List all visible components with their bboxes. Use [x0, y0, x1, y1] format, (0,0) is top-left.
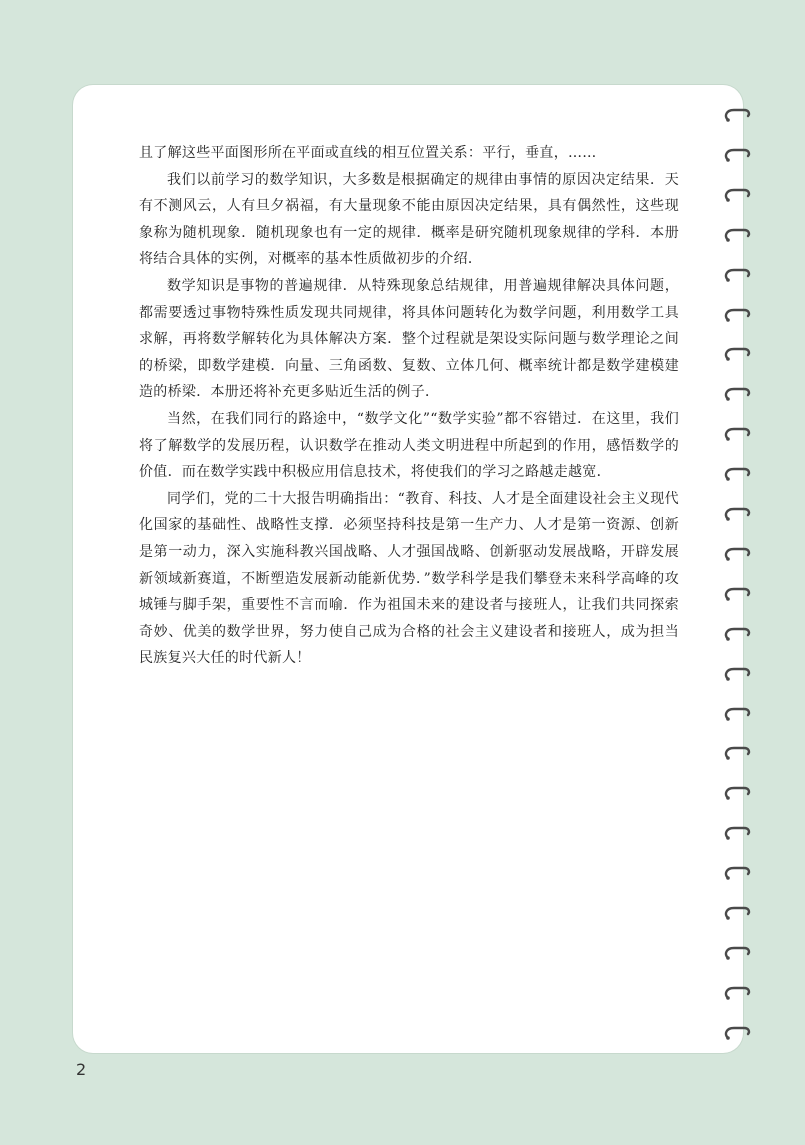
binding-rings	[722, 105, 756, 1045]
notebook-ring-icon	[722, 584, 756, 604]
notebook-ring-icon	[722, 704, 756, 724]
notebook-ring-icon	[722, 783, 756, 803]
notebook-ring-icon	[722, 265, 756, 285]
notebook-ring-icon	[722, 943, 756, 963]
notebook-ring-icon	[722, 384, 756, 404]
page-number: 2	[76, 1060, 87, 1079]
paragraph-1: 且了解这些平面图形所在平面或直线的相互位置关系：平行，垂直，……	[139, 145, 597, 161]
notebook-ring-icon	[722, 664, 756, 684]
notebook-ring-icon	[722, 544, 756, 564]
paragraph-4: 当然，在我们同行的路途中，“数学文化”“数学实验”都不容错过．在这里，我们将了解数学的发展历程，认识数学在推动人类文明进程中所起到的作用，感悟数学的价值．而在数学实践中积极应用信息技术，将使我们的学习之路越走越宽．	[139, 410, 679, 481]
notebook-ring-icon	[722, 743, 756, 763]
notebook-ring-icon	[722, 105, 756, 125]
notebook-ring-icon	[722, 185, 756, 205]
notebook-ring-icon	[722, 983, 756, 1003]
notebook-ring-icon	[722, 464, 756, 484]
notebook-ring-icon	[722, 225, 756, 245]
notebook-ring-icon	[722, 305, 756, 325]
notebook-ring-icon	[722, 424, 756, 444]
page-content	[139, 140, 679, 672]
paragraph-5: 同学们，党的二十大报告明确指出：“教育、科技、人才是全面建设社会主义现代化国家的基础性、战略性支撑．必须坚持科技是第一生产力、人才是第一资源、创新是第一动力，深入实施科教兴国战略、人才强国战略、创新驱动发展战略，开辟发展新领域新赛道，不断塑造发展新动能新优势．”数学科学是我们攀登未来科学高峰的攻城锤与脚手架，重要性不言而喻．作为祖国未来的建设者与接班人，让我们共同探索奇妙、优美的数学世界，努力使自己成为合格的社会主义建设者和接班人，成为担当民族复兴大任的时代新人！	[139, 490, 679, 667]
notebook-ring-icon	[722, 903, 756, 923]
notebook-ring-icon	[722, 624, 756, 644]
notebook-ring-icon	[722, 344, 756, 364]
notebook-ring-icon	[722, 823, 756, 843]
paragraph-3: 数学知识是事物的普遍规律．从特殊现象总结规律，用普遍规律解决具体问题，都需要透过事物特殊性质发现共同规律，将具体问题转化为数学问题，利用数学工具求解，再将数学解转化为具体解决方案．整个过程就是架设实际问题与数学理论之间的桥梁，即数学建模．向量、三角函数、复数、立体几何、概率统计都是数学建模建造的桥梁．本册还将补充更多贴近生活的例子．	[139, 277, 679, 401]
paragraph-2: 我们以前学习的数学知识，大多数是根据确定的规律由事情的原因决定结果．天有不测风云，人有旦夕祸福，有大量现象不能由原因决定结果，具有偶然性，这些现象称为随机现象．随机现象也有一定的规律．概率是研究随机现象规律的学科．本册将结合具体的实例，对概率的基本性质做初步的介绍．	[139, 171, 679, 268]
notebook-ring-icon	[722, 1023, 756, 1043]
notebook-ring-icon	[722, 504, 756, 524]
notebook-ring-icon	[722, 863, 756, 883]
notebook-page	[73, 85, 743, 1053]
notebook-ring-icon	[722, 145, 756, 165]
